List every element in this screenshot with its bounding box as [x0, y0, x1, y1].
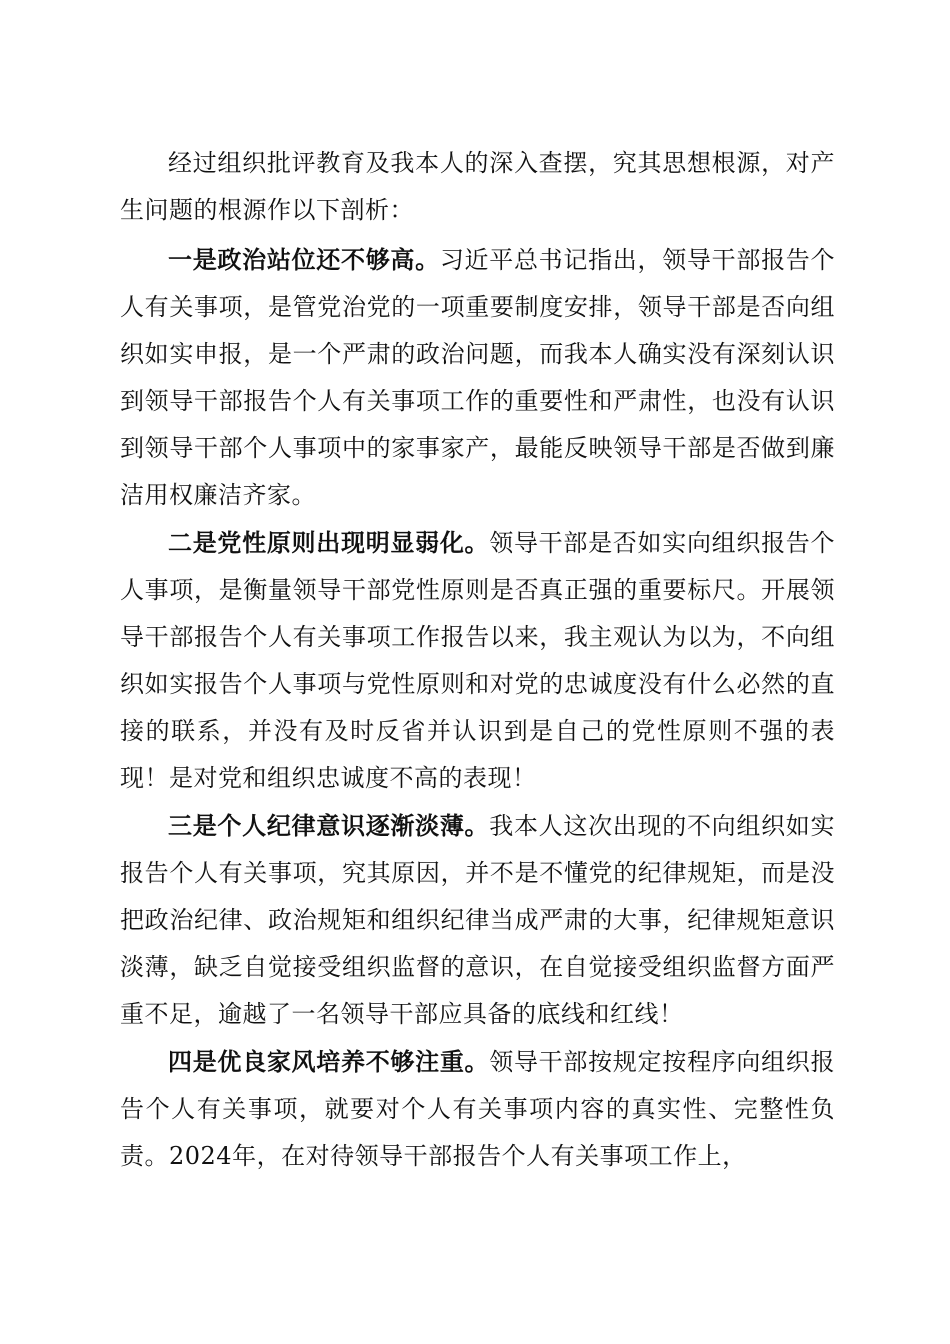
paragraph-3-body: 我本人这次出现的不向组织如实报告个人有关事项，究其原因，并不是不懂党的纪律规矩，而是没把政治纪律、政治规矩和组织纪律当成严肃的大事，纪律规矩意识淡薄，缺乏自觉接受组织监督的意识，在自觉接受组织监督方面严重不足，逾越了一名领导干部应具备的底线和红线！ [120, 812, 835, 1028]
paragraph-1 [120, 236, 835, 519]
intro-text: 经过组织批评教育及我本人的深入查摆，究其思想根源，对产生问题的根源作以下剖析： [120, 149, 835, 224]
paragraph-1-body: 习近平总书记指出，领导干部报告个人有关事项，是管党治党的一项重要制度安排，领导干部是否向组织如实申报，是一个严肃的政治问题，而我本人确实没有深刻认识到领导干部报告个人有关事项工作的重要性和严肃性，也没有认识到领导干部个人事项中的家事家产，最能反映领导干部是否做到廉洁用权廉洁齐家。 [120, 246, 836, 509]
paragraph-4-heading: 四是优良家风培养不够注重。 [168, 1047, 490, 1076]
paragraph-2 [120, 519, 835, 802]
intro-paragraph [120, 140, 835, 234]
paragraph-2-body: 领导干部是否如实向组织报告个人事项，是衡量领导干部党性原则是否真正强的重要标尺。开展领导干部报告个人有关事项工作报告以来，我主观认为以为，不向组织如实报告个人事项与党性原则和对党的忠诚度没有什么必然的直接的联系，并没有及时反省并认识到是自己的党性原则不强的表现！是对党和组织忠诚度不高的表现！ [120, 529, 835, 792]
paragraph-4-body: 领导干部按规定按程序向组织报告个人有关事项，就要对个人有关事项内容的真实性、完整性负责。2024年，在对待领导干部报告个人有关事项工作上， [120, 1048, 835, 1170]
paragraph-1-heading: 一是政治站位还不够高。 [168, 245, 440, 274]
paragraph-2-heading: 二是党性原则出现明显弱化。 [168, 528, 490, 557]
paragraph-3-heading: 三是个人纪律意识逐渐淡薄。 [168, 811, 490, 840]
document-body [120, 140, 835, 1180]
paragraph-4 [120, 1038, 835, 1180]
paragraph-3 [120, 802, 835, 1038]
